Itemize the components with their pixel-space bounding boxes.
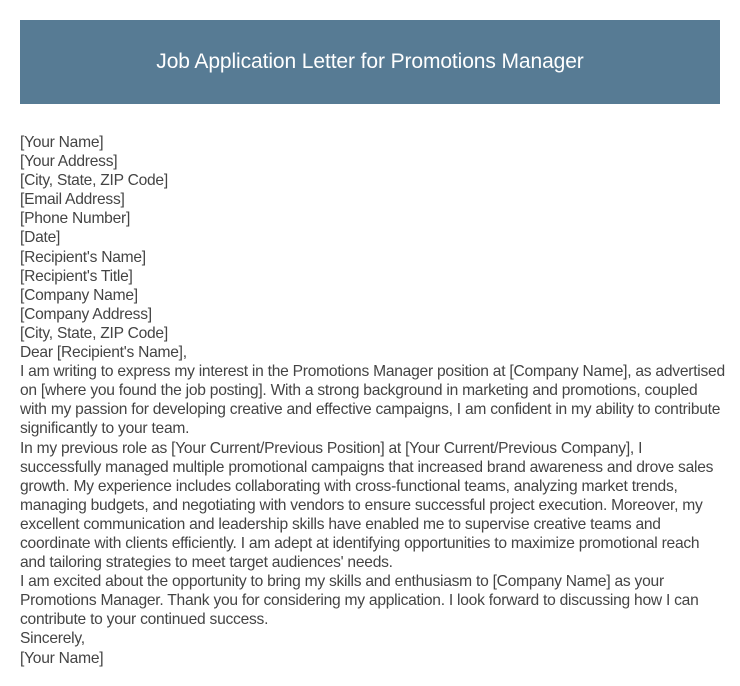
paragraph-intro: I am writing to express my interest in the Promotions Manager position at [Company Name], as advertised on [where you found the job posting]. With a strong background in marketing and promotions, coupled with my passion for developing creative and effective campaigns, I am confident in my ability to contribute significantly to your team. [20, 363, 725, 438]
recipient-name: [Recipient's Name] [20, 248, 146, 266]
sender-email: [Email Address] [20, 191, 125, 209]
closing: Sincerely, [20, 630, 85, 648]
letter-body [20, 133, 725, 668]
sender-name: [Your Name] [20, 134, 104, 151]
letter-date: [Date] [20, 229, 61, 247]
title-banner [20, 20, 720, 104]
recipient-company: [Company Name] [20, 286, 138, 304]
signature: [Your Name] [20, 649, 104, 667]
sender-address: [Your Address] [20, 153, 118, 171]
recipient-title: [Recipient's Title] [20, 267, 133, 285]
sender-phone: [Phone Number] [20, 210, 131, 228]
recipient-address: [Company Address] [20, 305, 152, 323]
salutation: Dear [Recipient's Name], [20, 344, 187, 362]
paragraph-closing: I am excited about the opportunity to bring my skills and enthusiasm to [Company Name] as your Promotions Manager. Thank you for considering my application. I look forward to discussing how I can contribute to your continued success. [20, 573, 699, 629]
paragraph-experience: In my previous role as [Your Current/Previous Position] at [Your Current/Previous Company], I successfully managed multiple promotional campaigns that increased brand awareness and drove sales growth. My experience includes collaborating with cross-functional teams, analyzing market trends, managing budgets, and negotiating with vendors to ensure successful project execution. Moreover, my excellent communication and leadership skills have enabled me to supervise creative teams and coordinate with clients efficiently. I am adept at identifying opportunities to maximize promotional reach and tailoring strategies to meet target audiences' needs. [20, 439, 714, 572]
page-title: Job Application Letter for Promotions Manager [156, 50, 584, 73]
sender-city-state-zip: [City, State, ZIP Code] [20, 172, 168, 190]
recipient-city-state-zip: [City, State, ZIP Code] [20, 324, 168, 342]
